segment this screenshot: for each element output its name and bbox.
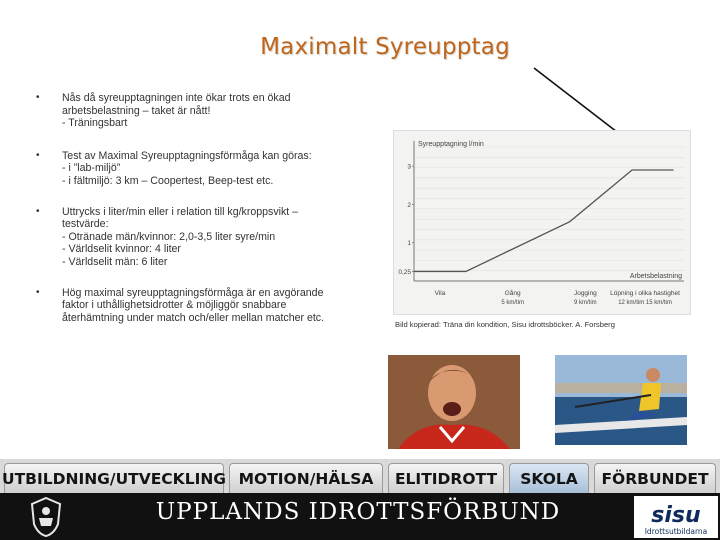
x-category-label: Vila (434, 290, 446, 297)
bullet-line: - i fältmiljö: 3 km – Coopertest, Beep-test etc. (62, 174, 274, 187)
tab-elitidrott[interactable]: ELITIDROTT (388, 463, 504, 493)
bullet-item (36, 92, 366, 130)
bullet-dot: • (36, 149, 40, 161)
bullet-line: - Otränade män/kvinnor: 2,0-3,5 liter syre/min (62, 230, 276, 243)
bullet-line: - Världselit män: 6 liter (62, 255, 168, 268)
tab-motion-halsa[interactable]: MOTION/HÄLSA (229, 463, 383, 493)
x-axis-label: Arbetsbelastning (629, 273, 682, 280)
bullet-item (36, 206, 366, 269)
x-category-label: Jogging (573, 290, 597, 297)
bullet-line: Uttrycks i liter/min eller i relation till kg/kroppsvikt – (62, 205, 299, 218)
bullet-list (36, 92, 366, 324)
bullet-line: arbetsbelastning – taket är nått! (62, 104, 211, 117)
bullet-line: Hög maximal syreupptagningsförmåga är en avgörande (62, 286, 324, 299)
x-category-label: Gång (504, 290, 521, 297)
chart-svg (394, 131, 692, 316)
bullet-line: Test av Maximal Syreupptagningsförmåga kan göras: (62, 149, 312, 162)
sisu-logo-text: sisu (651, 503, 701, 528)
tab-forbundet[interactable]: FÖRBUNDET (594, 463, 716, 493)
rower-photo (555, 355, 687, 445)
y-axis-label: Syreupptagning l/min (418, 141, 484, 148)
bullet-dot: • (36, 205, 40, 217)
x-category-sublabel: 12 km/tim 15 km/tim (618, 300, 672, 306)
bullet-line: - i ”lab-miljö” (62, 162, 121, 175)
y-tick-label: 2 (407, 201, 411, 209)
bullet-line: - Träningsbart (62, 117, 128, 130)
x-category-sublabel: 9 km/tim (574, 300, 597, 306)
x-category-label: Löpning i olika hastighet (610, 290, 680, 297)
slide-title: Maximalt Syreupptag (260, 34, 510, 60)
oxygen-uptake-graph (393, 130, 691, 315)
tab-utbildning[interactable]: UTBILDNING/UTVECKLING (4, 463, 224, 493)
y-tick-label: 1 (407, 240, 411, 248)
athlete-photo (388, 355, 520, 449)
series-line (414, 170, 674, 271)
bullet-line: Nås då syreupptagningen inte ökar trots en ökad (62, 92, 291, 104)
y-tick-label: 0,25 (398, 268, 411, 276)
bullet-line: - Världselit kvinnor: 4 liter (62, 243, 181, 256)
bullet-line: återhämtning under match och/eller mellan matcher etc. (62, 311, 325, 324)
bullet-dot: • (36, 286, 40, 298)
tab-skola[interactable]: SKOLA (509, 463, 589, 493)
bullet-dot: • (36, 92, 40, 103)
crest-icon (26, 496, 66, 538)
image-caption: Bild kopierad: Träna din kondition, Sisu idrottsböcker. A. Forsberg (395, 320, 615, 329)
sisu-logo (634, 496, 718, 538)
organization-name: UPPLANDS IDROTTSFÖRBUND (155, 499, 561, 525)
bullet-line: testvärde: (62, 218, 109, 231)
bullet-item (36, 287, 366, 325)
bullet-item (36, 150, 366, 188)
y-tick-label: 3 (407, 163, 411, 171)
x-category-sublabel: 5 km/tim (501, 300, 524, 306)
bullet-line: faktor i uthållighetsidrotter & möjliggör snabbare (62, 299, 287, 312)
sisu-logo-subtext: Idrottsutbildarna (644, 527, 708, 536)
